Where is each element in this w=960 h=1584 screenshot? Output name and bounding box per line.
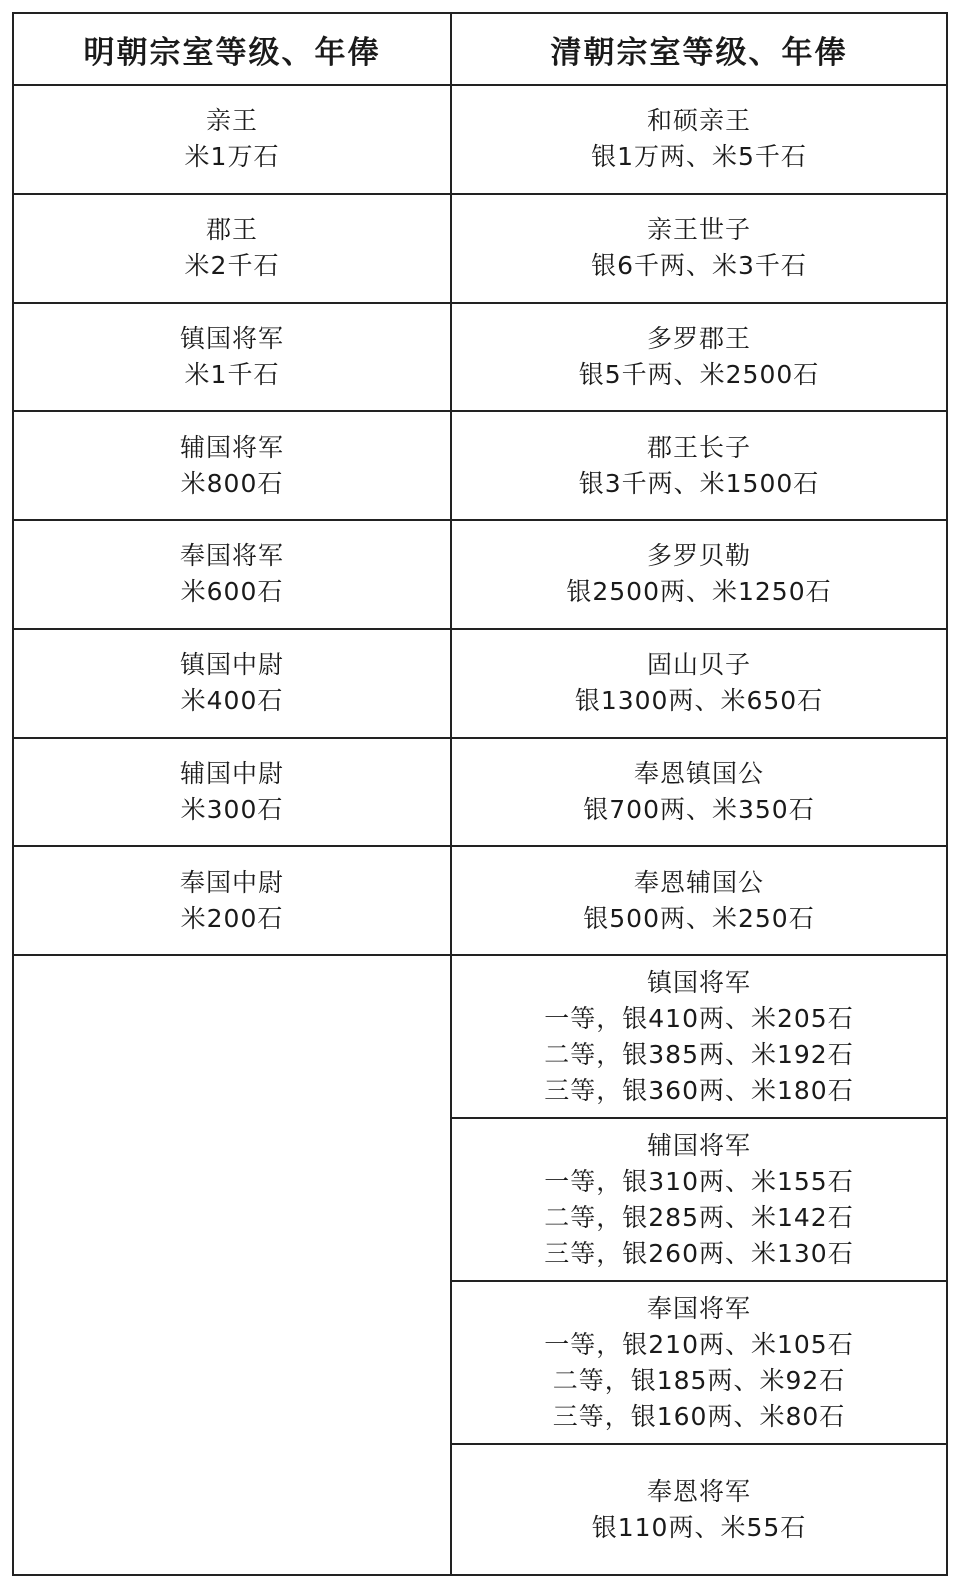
qing-row <box>452 847 946 956</box>
qing-stipend: 银500两、米250石 <box>583 903 815 933</box>
qing-row <box>452 521 946 630</box>
qing-row <box>452 86 946 195</box>
qing-stipend: 银700两、米350石 <box>583 794 815 824</box>
ming-rank: 辅国将军 <box>179 432 284 462</box>
qing-row <box>452 1282 946 1445</box>
ming-rank: 郡王 <box>205 215 258 245</box>
qing-rank: 亲王世子 <box>646 215 751 245</box>
qing-rank: 奉恩辅国公 <box>633 867 764 897</box>
ming-stipend: 米1千石 <box>184 359 280 389</box>
ming-row <box>14 195 450 304</box>
qing-stipend: 银5千两、米2500石 <box>578 359 820 389</box>
qing-rank: 多罗贝勒 <box>646 541 751 571</box>
qing-rank: 辅国将军 <box>646 1130 751 1160</box>
ming-column <box>14 14 450 1574</box>
stipend-table <box>12 12 948 1576</box>
qing-row <box>452 956 946 1119</box>
qing-stipend: 二等，银285两、米142石 <box>544 1202 854 1232</box>
qing-stipend: 三等，银160两、米80石 <box>552 1401 846 1431</box>
qing-stipend: 一等，银210两、米105石 <box>544 1329 854 1359</box>
qing-header: 清朝宗室等级、年俸 <box>550 34 848 71</box>
qing-stipend: 一等，银310两、米155石 <box>544 1166 854 1196</box>
qing-rank: 郡王长子 <box>646 432 751 462</box>
ming-rank: 奉国中尉 <box>179 867 284 897</box>
qing-row <box>452 412 946 521</box>
qing-stipend: 银1300两、米650石 <box>574 686 824 716</box>
ming-empty-cell <box>14 956 450 1574</box>
ming-stipend: 米2千石 <box>184 251 280 281</box>
qing-stipend: 银110两、米55石 <box>591 1512 807 1542</box>
qing-rank: 多罗郡王 <box>646 323 751 353</box>
ming-row <box>14 630 450 739</box>
qing-row <box>452 304 946 413</box>
ming-row <box>14 739 450 848</box>
qing-stipend: 银3千两、米1500石 <box>578 468 820 498</box>
ming-row <box>14 412 450 521</box>
ming-rank: 镇国将军 <box>179 323 284 353</box>
qing-header-cell <box>452 14 946 86</box>
qing-rank: 镇国将军 <box>646 967 751 997</box>
qing-rank: 奉恩镇国公 <box>633 758 764 788</box>
ming-rank: 亲王 <box>205 106 258 136</box>
ming-row <box>14 304 450 413</box>
qing-stipend: 银2500两、米1250石 <box>566 577 832 607</box>
ming-row <box>14 521 450 630</box>
qing-row <box>452 1119 946 1282</box>
qing-rank: 奉恩将军 <box>646 1476 751 1506</box>
ming-header-cell <box>14 14 450 86</box>
qing-column <box>452 14 946 1574</box>
qing-stipend: 二等，银185两、米92石 <box>552 1365 846 1395</box>
qing-rank: 和硕亲王 <box>646 106 751 136</box>
ming-rank: 镇国中尉 <box>179 650 284 680</box>
ming-row <box>14 86 450 195</box>
ming-rank: 奉国将军 <box>179 541 284 571</box>
ming-stipend: 米400石 <box>180 686 284 716</box>
ming-stipend: 米300石 <box>180 794 284 824</box>
ming-stipend: 米600石 <box>180 577 284 607</box>
qing-stipend: 银1万两、米5千石 <box>591 142 807 172</box>
qing-rank: 固山贝子 <box>646 650 751 680</box>
ming-row <box>14 847 450 956</box>
qing-stipend: 一等，银410两、米205石 <box>544 1003 854 1033</box>
qing-stipend: 三等，银260两、米130石 <box>544 1238 854 1268</box>
qing-stipend: 二等，银385两、米192石 <box>544 1039 854 1069</box>
ming-stipend: 米800石 <box>180 468 284 498</box>
ming-stipend: 米200石 <box>180 903 284 933</box>
qing-stipend: 银6千两、米3千石 <box>591 251 807 281</box>
qing-row <box>452 630 946 739</box>
ming-rank: 辅国中尉 <box>179 758 284 788</box>
qing-row <box>452 1445 946 1574</box>
qing-rank: 奉国将军 <box>646 1293 751 1323</box>
qing-stipend: 三等，银360两、米180石 <box>544 1075 854 1105</box>
qing-row <box>452 739 946 848</box>
ming-stipend: 米1万石 <box>184 142 280 172</box>
qing-row <box>452 195 946 304</box>
ming-header: 明朝宗室等级、年俸 <box>83 34 381 71</box>
